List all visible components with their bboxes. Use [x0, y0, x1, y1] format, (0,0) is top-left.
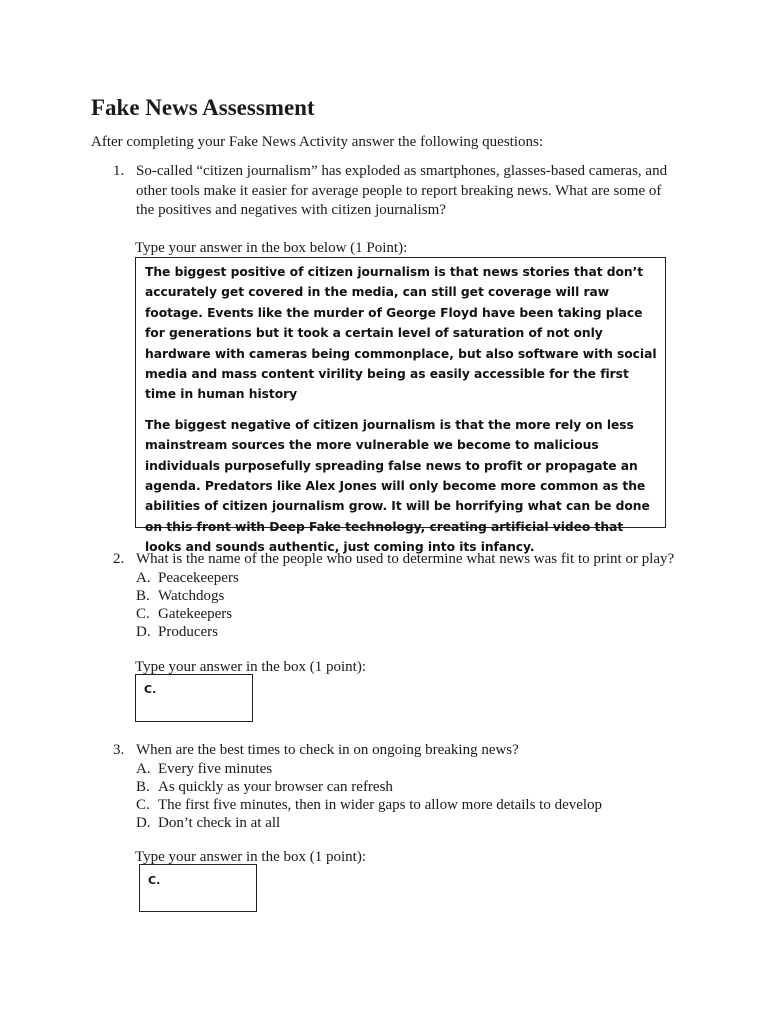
option-letter: A.: [136, 570, 151, 586]
option-text: Producers: [158, 624, 218, 640]
option-letter: D.: [136, 815, 151, 831]
option-letter: B.: [136, 779, 150, 795]
answer-box-2[interactable]: [135, 674, 253, 722]
option-text: As quickly as your browser can refresh: [158, 779, 393, 795]
answer-3-text: C.: [148, 874, 161, 887]
answer-1-paragraph-negative: The biggest negative of citizen journalism is that the more rely on less mainstream sources the more vulnerable we become to malicious individuals purposefully spreading false news to profit or propagate an agenda. Predators like Alex Jones will only become more common as the abilities of citizen journalism grow. It will be horrifying what can be done on this front with Deep Fake technology, creating artificial video that looks and sounds authentic, just coming into its infancy.: [145, 417, 650, 555]
option-3b: [136, 778, 393, 796]
question-text-1: So-called “citizen journalism” has exploded as smartphones, glasses-based cameras, and other tools make it easier for average people to report breaking news. What are some of the positives and negatives with citizen journalism?: [136, 163, 668, 218]
answer-prompt-2: Type your answer in the box (1 point):: [135, 659, 366, 675]
option-3a: [136, 760, 272, 778]
option-2c: [136, 605, 232, 623]
option-letter: C.: [136, 797, 150, 813]
answer-1-paragraph-positive: The biggest positive of citizen journalism is that news stories that don’t accurately get covered in the media, can still get coverage will raw footage. Events like the murder of George Floyd have been taking place for generations but it took a certain level of saturation of not only hardware with cameras being commonplace, but also software with social media and mass content virility being as easily accessible for the first time in human history: [145, 265, 657, 402]
option-letter: B.: [136, 588, 150, 604]
question-number-3: 3.: [113, 742, 125, 758]
option-2a: [136, 569, 239, 587]
intro-text: After completing your Fake News Activity answer the following questions:: [91, 134, 543, 150]
option-text: Gatekeepers: [158, 606, 233, 622]
option-3d: [136, 814, 280, 832]
answer-2-text: C.: [144, 683, 157, 696]
option-letter: A.: [136, 761, 151, 777]
option-text: Peacekeepers: [158, 570, 239, 586]
option-text: Don’t check in at all: [158, 815, 281, 831]
question-number-2: 2.: [113, 551, 125, 567]
option-text: Every five minutes: [158, 761, 273, 777]
page-title: Fake News Assessment: [91, 95, 315, 120]
option-2b: [136, 587, 224, 605]
answer-prompt-1: Type your answer in the box below (1 Point):: [135, 240, 408, 256]
answer-box-1[interactable]: [135, 257, 666, 555]
answer-prompt-3: Type your answer in the box (1 point):: [135, 849, 366, 865]
question-text-2: What is the name of the people who used to determine what news was fit to print or play?: [136, 551, 675, 567]
option-letter: C.: [136, 606, 150, 622]
question-text-3: When are the best times to check in on ongoing breaking news?: [136, 742, 519, 758]
option-2d: [136, 623, 218, 641]
option-letter: D.: [136, 624, 151, 640]
option-text: The first five minutes, then in wider gaps to allow more details to develop: [158, 797, 603, 813]
answer-box-3[interactable]: [139, 864, 257, 912]
question-number-1: 1.: [113, 163, 125, 179]
option-text: Watchdogs: [158, 588, 225, 604]
option-3c: [136, 796, 602, 814]
